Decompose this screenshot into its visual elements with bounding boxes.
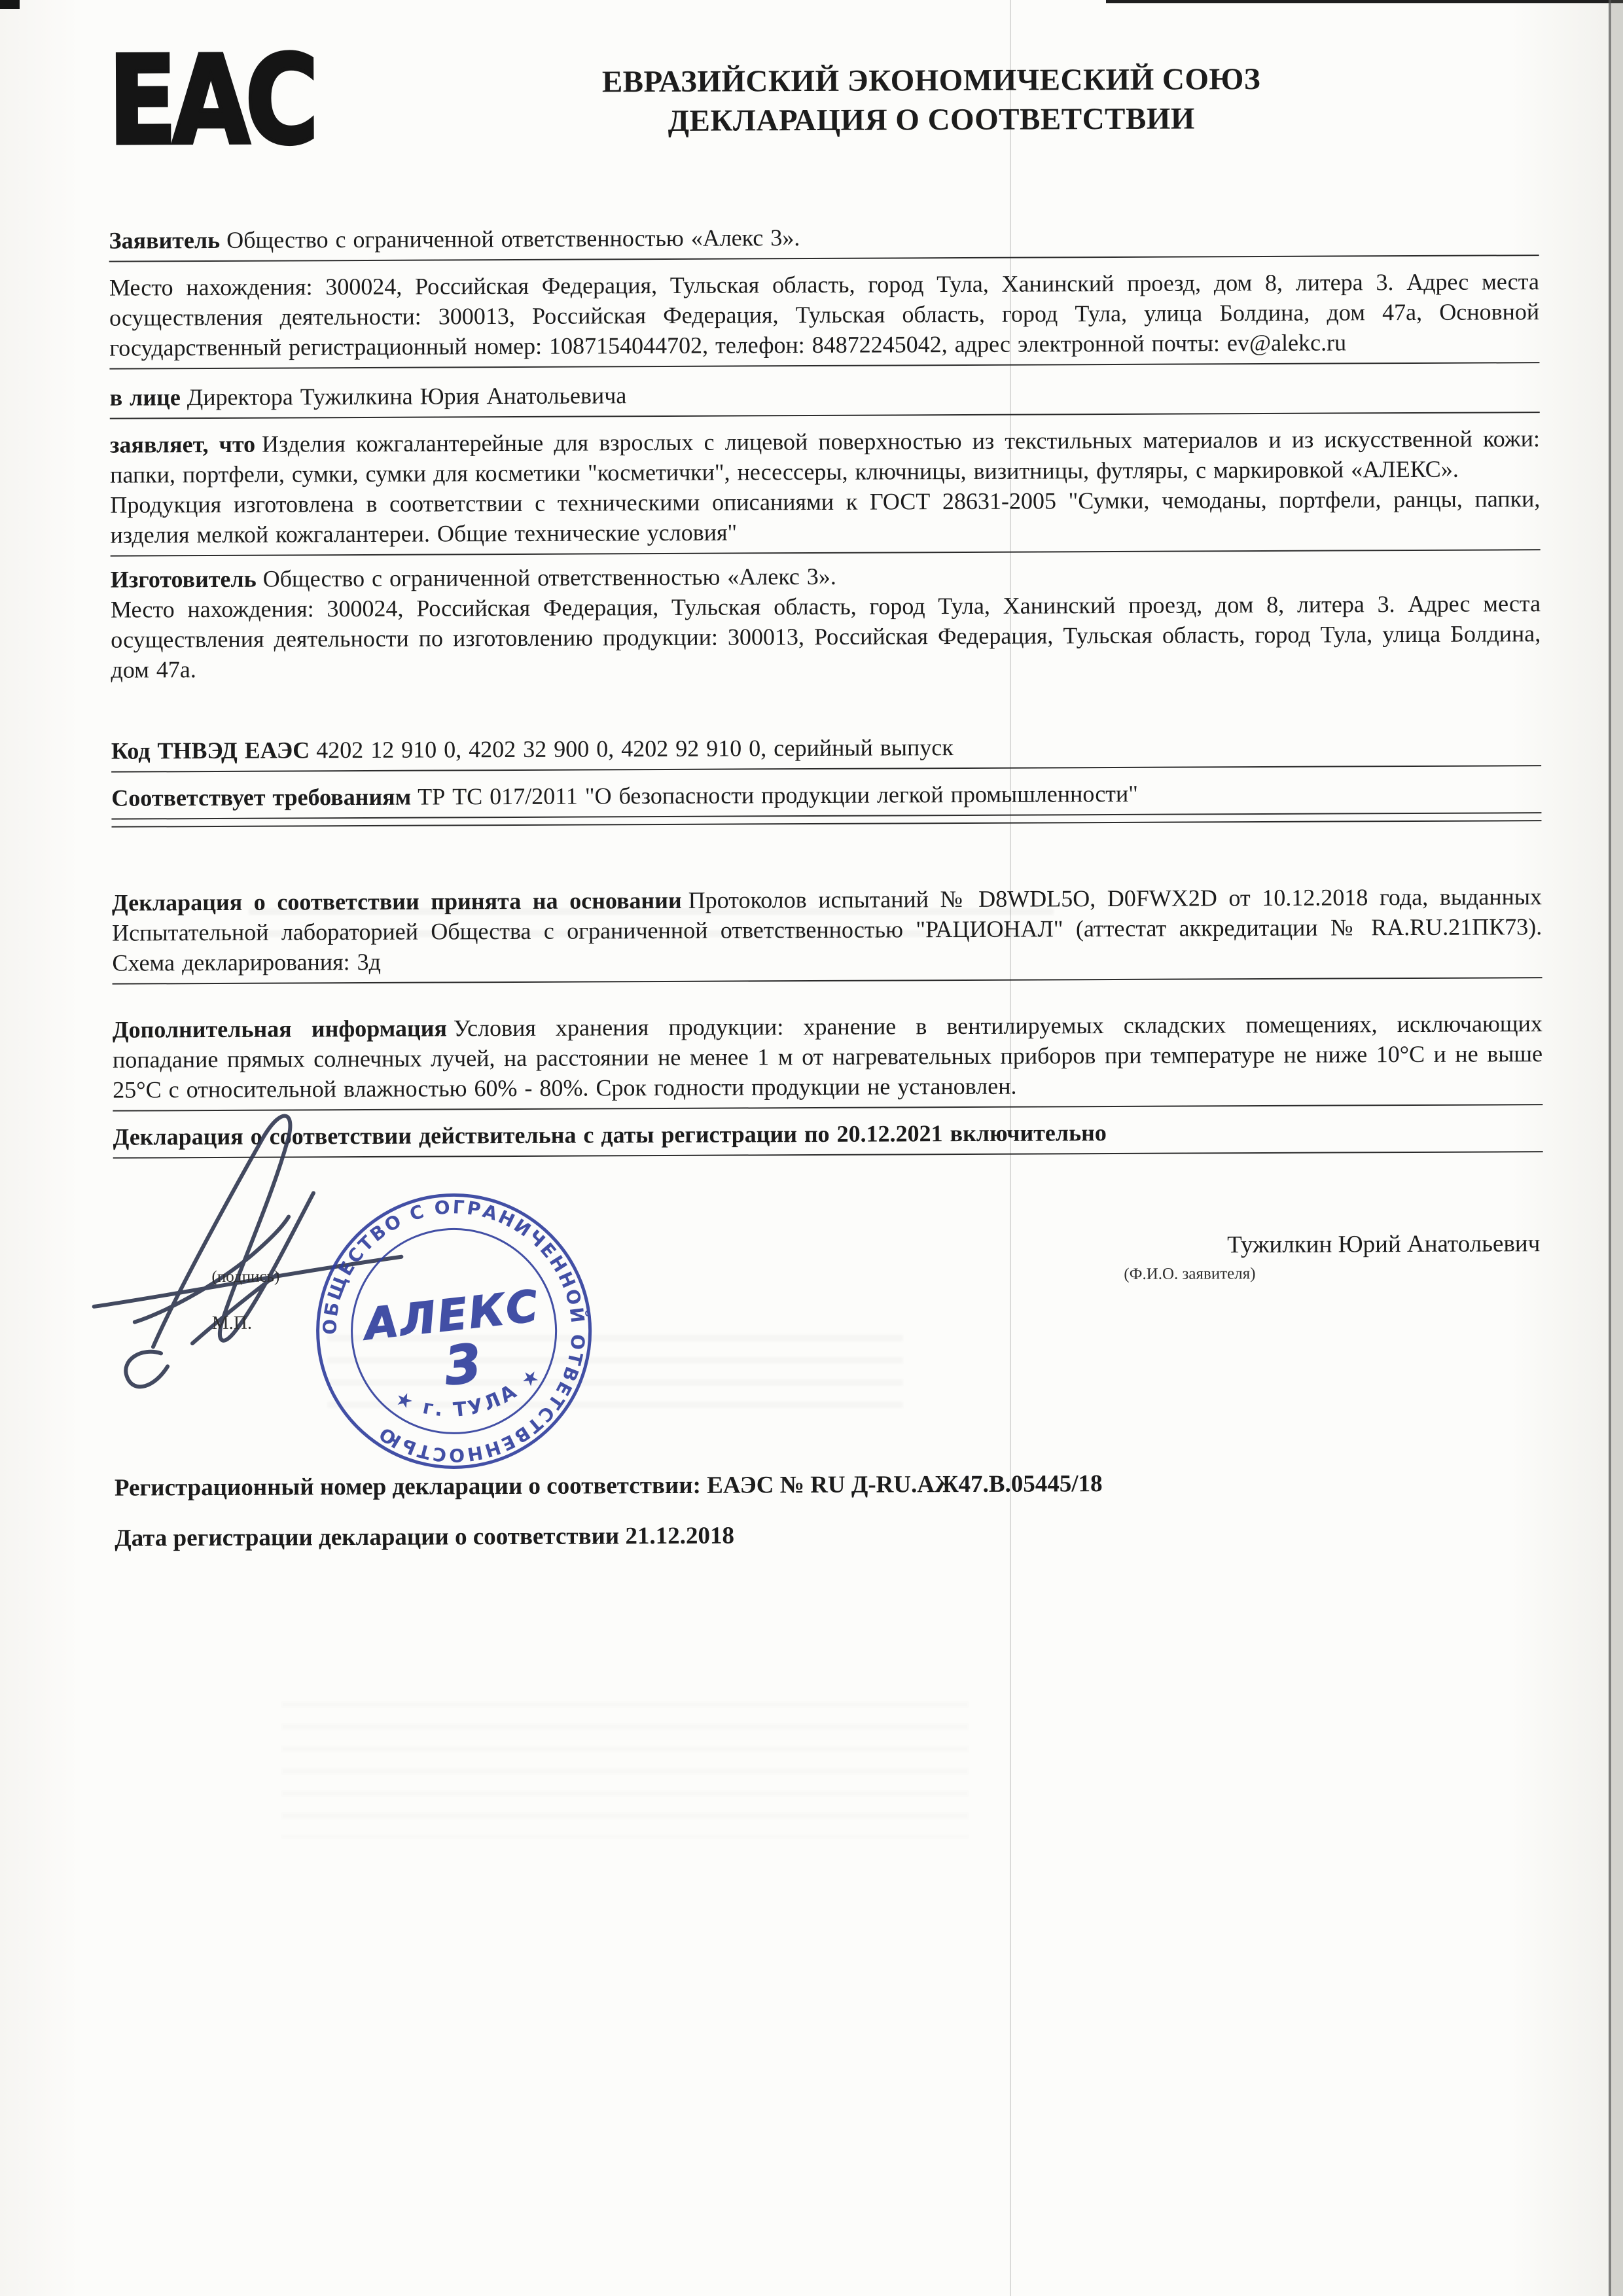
signature-caption: (подпись): [211, 1267, 280, 1286]
tnved-label: Код ТНВЭД ЕАЭС: [111, 737, 310, 764]
stamp-ring-text: ОБЩЕСТВО С ОГРАНИЧЕННОЙ ОТВЕТСТВЕННОСТЬЮ: [319, 1196, 589, 1466]
compliance-line: [111, 777, 1541, 820]
eac-logo-box: [108, 29, 325, 172]
scan-ghost-text-smudge: [281, 1701, 969, 1839]
applicant-address: Место нахождения: 300024, Российская Федерация, Тульская область, город Тула, Ханинский проезд, дом 8, литера 3. Адрес места осуществления деятельности: 300013, Российская Федерация, Тульская область, город Тула, улица Болдина, дом 47а, Основной государственный регистрационный номер: 1087154044702, телефон: 84872245042, адрес электронной почты: ev@alekc.ru: [109, 266, 1540, 370]
stamp-city-text: ★ г. ТУЛА ★: [391, 1362, 546, 1422]
declares-products: [110, 423, 1540, 490]
declares-block: [110, 423, 1541, 557]
stamp-center-name: АЛЕКС: [362, 1280, 543, 1350]
manufacturer-text: Общество с ограниченной ответственностью «Алекс 3».: [262, 563, 836, 592]
stamp-place-caption: М.П.: [211, 1312, 253, 1334]
represented-by-line: [110, 376, 1540, 419]
basis-text: Протоколов испытаний № D8WDL5O, D0FWX2D от 10.12.2018 года, выданных Испытательной лабораторией Общества с ограниченной ответственностью "РАЦИОНАЛ" (аттестат аккредитации № RA.RU.21ПК73). Схема декларирования: 3д: [112, 883, 1543, 976]
document-title: [324, 31, 1539, 164]
registration-number-label: Регистрационный номер декларации о соответствии:: [114, 1472, 702, 1502]
document-header: [108, 0, 1539, 172]
represented-by-text: Директора Тужилкина Юрия Анатольевича: [187, 382, 627, 411]
title-declaration: ДЕКЛАРАЦИЯ О СООТВЕТСТВИИ: [668, 101, 1196, 138]
registration-number-value: ЕАЭС № RU Д-RU.АЖ47.В.05445/18: [707, 1470, 1103, 1499]
compliance-text: ТР ТС 017/2011 "О безопасности продукции легкой промышленности": [418, 780, 1139, 810]
applicant-full-name: Тужилкин Юрий Анатольевич: [1227, 1230, 1541, 1259]
declares-label: заявляет, что: [109, 431, 256, 458]
additional-info-label: Дополнительная информация: [112, 1015, 448, 1043]
tnved-text: 4202 12 910 0, 4202 32 900 0, 4202 92 910 0, серийный выпуск: [316, 734, 954, 764]
registration-date-label: Дата регистрации декларации о соответствии: [115, 1523, 620, 1552]
title-union: ЕВРАЗИЙСКИЙ ЭКОНОМИЧЕСКИЙ СОЮЗ: [601, 62, 1261, 99]
stamp-center-number: 3: [441, 1332, 485, 1397]
signature-area: [113, 1164, 1544, 1466]
company-stamp: [295, 1173, 613, 1493]
round-stamp-graphic: [295, 1173, 613, 1490]
eac-mark-logo: EAC: [108, 29, 315, 172]
applicant-label: Заявитель: [109, 226, 221, 254]
manufacturer-block: [111, 558, 1541, 685]
registration-date-line: [115, 1518, 1544, 1553]
tnved-line: [111, 730, 1541, 773]
manufacturer-address: Место нахождения: 300024, Российская Федерация, Тульская область, город Тула, Ханинский проезд, дом 8, литера 3. Адрес места осуществления деятельности по изготовлению продукции: 300013, Российская Федерация, Тульская область, город Тула, улица Болдина, дом 47а.: [110, 590, 1541, 683]
basis-label: Декларация о соответствии принята на основании: [111, 887, 682, 916]
manufacturer-label: Изготовитель: [110, 565, 257, 593]
basis-line: [112, 881, 1543, 985]
represented-by-label: в лице: [109, 384, 181, 411]
registration-date-value: 21.12.2018: [625, 1522, 735, 1550]
validity-line: Декларация о соответствии действительна с даты регистрации по 20.12.2021 включительно: [113, 1116, 1543, 1159]
compliance-label: Соответствует требованиям: [111, 783, 412, 811]
additional-info-text: Условия хранения продукции: хранение в вентилируемых складских помещениях, исключающих попадание прямых солнечных лучей, на расстоянии не менее 1 м от нагревательных приборов при температуре не ниже 10°С и не выше 25°С с относительной влажностью 60% - 80%. Срок годности продукции не установлен.: [112, 1010, 1543, 1103]
applicant-text: Общество с ограниченной ответственностью «Алекс 3».: [226, 224, 800, 253]
declares-text: Изделия кожгалантерейные для взрослых с лицевой поверхностью из текстильных материалов и из искусственной кожи: папки, портфели, сумки, сумки для косметики "косметички", несессеры, ключницы, визитницы, футляры, с маркировкой «АЛЕКС».: [110, 425, 1541, 488]
applicant-line: [109, 219, 1539, 262]
applicant-name-caption: (Ф.И.О. заявителя): [1124, 1265, 1256, 1283]
declares-gost: Продукция изготовлена в соответствии с техническими описаниями к ГОСТ 28631-2005 "Сумки, чемоданы, портфели, ранцы, папки, изделия мелкой кожгалантереи. Общие технические условия": [110, 486, 1541, 548]
